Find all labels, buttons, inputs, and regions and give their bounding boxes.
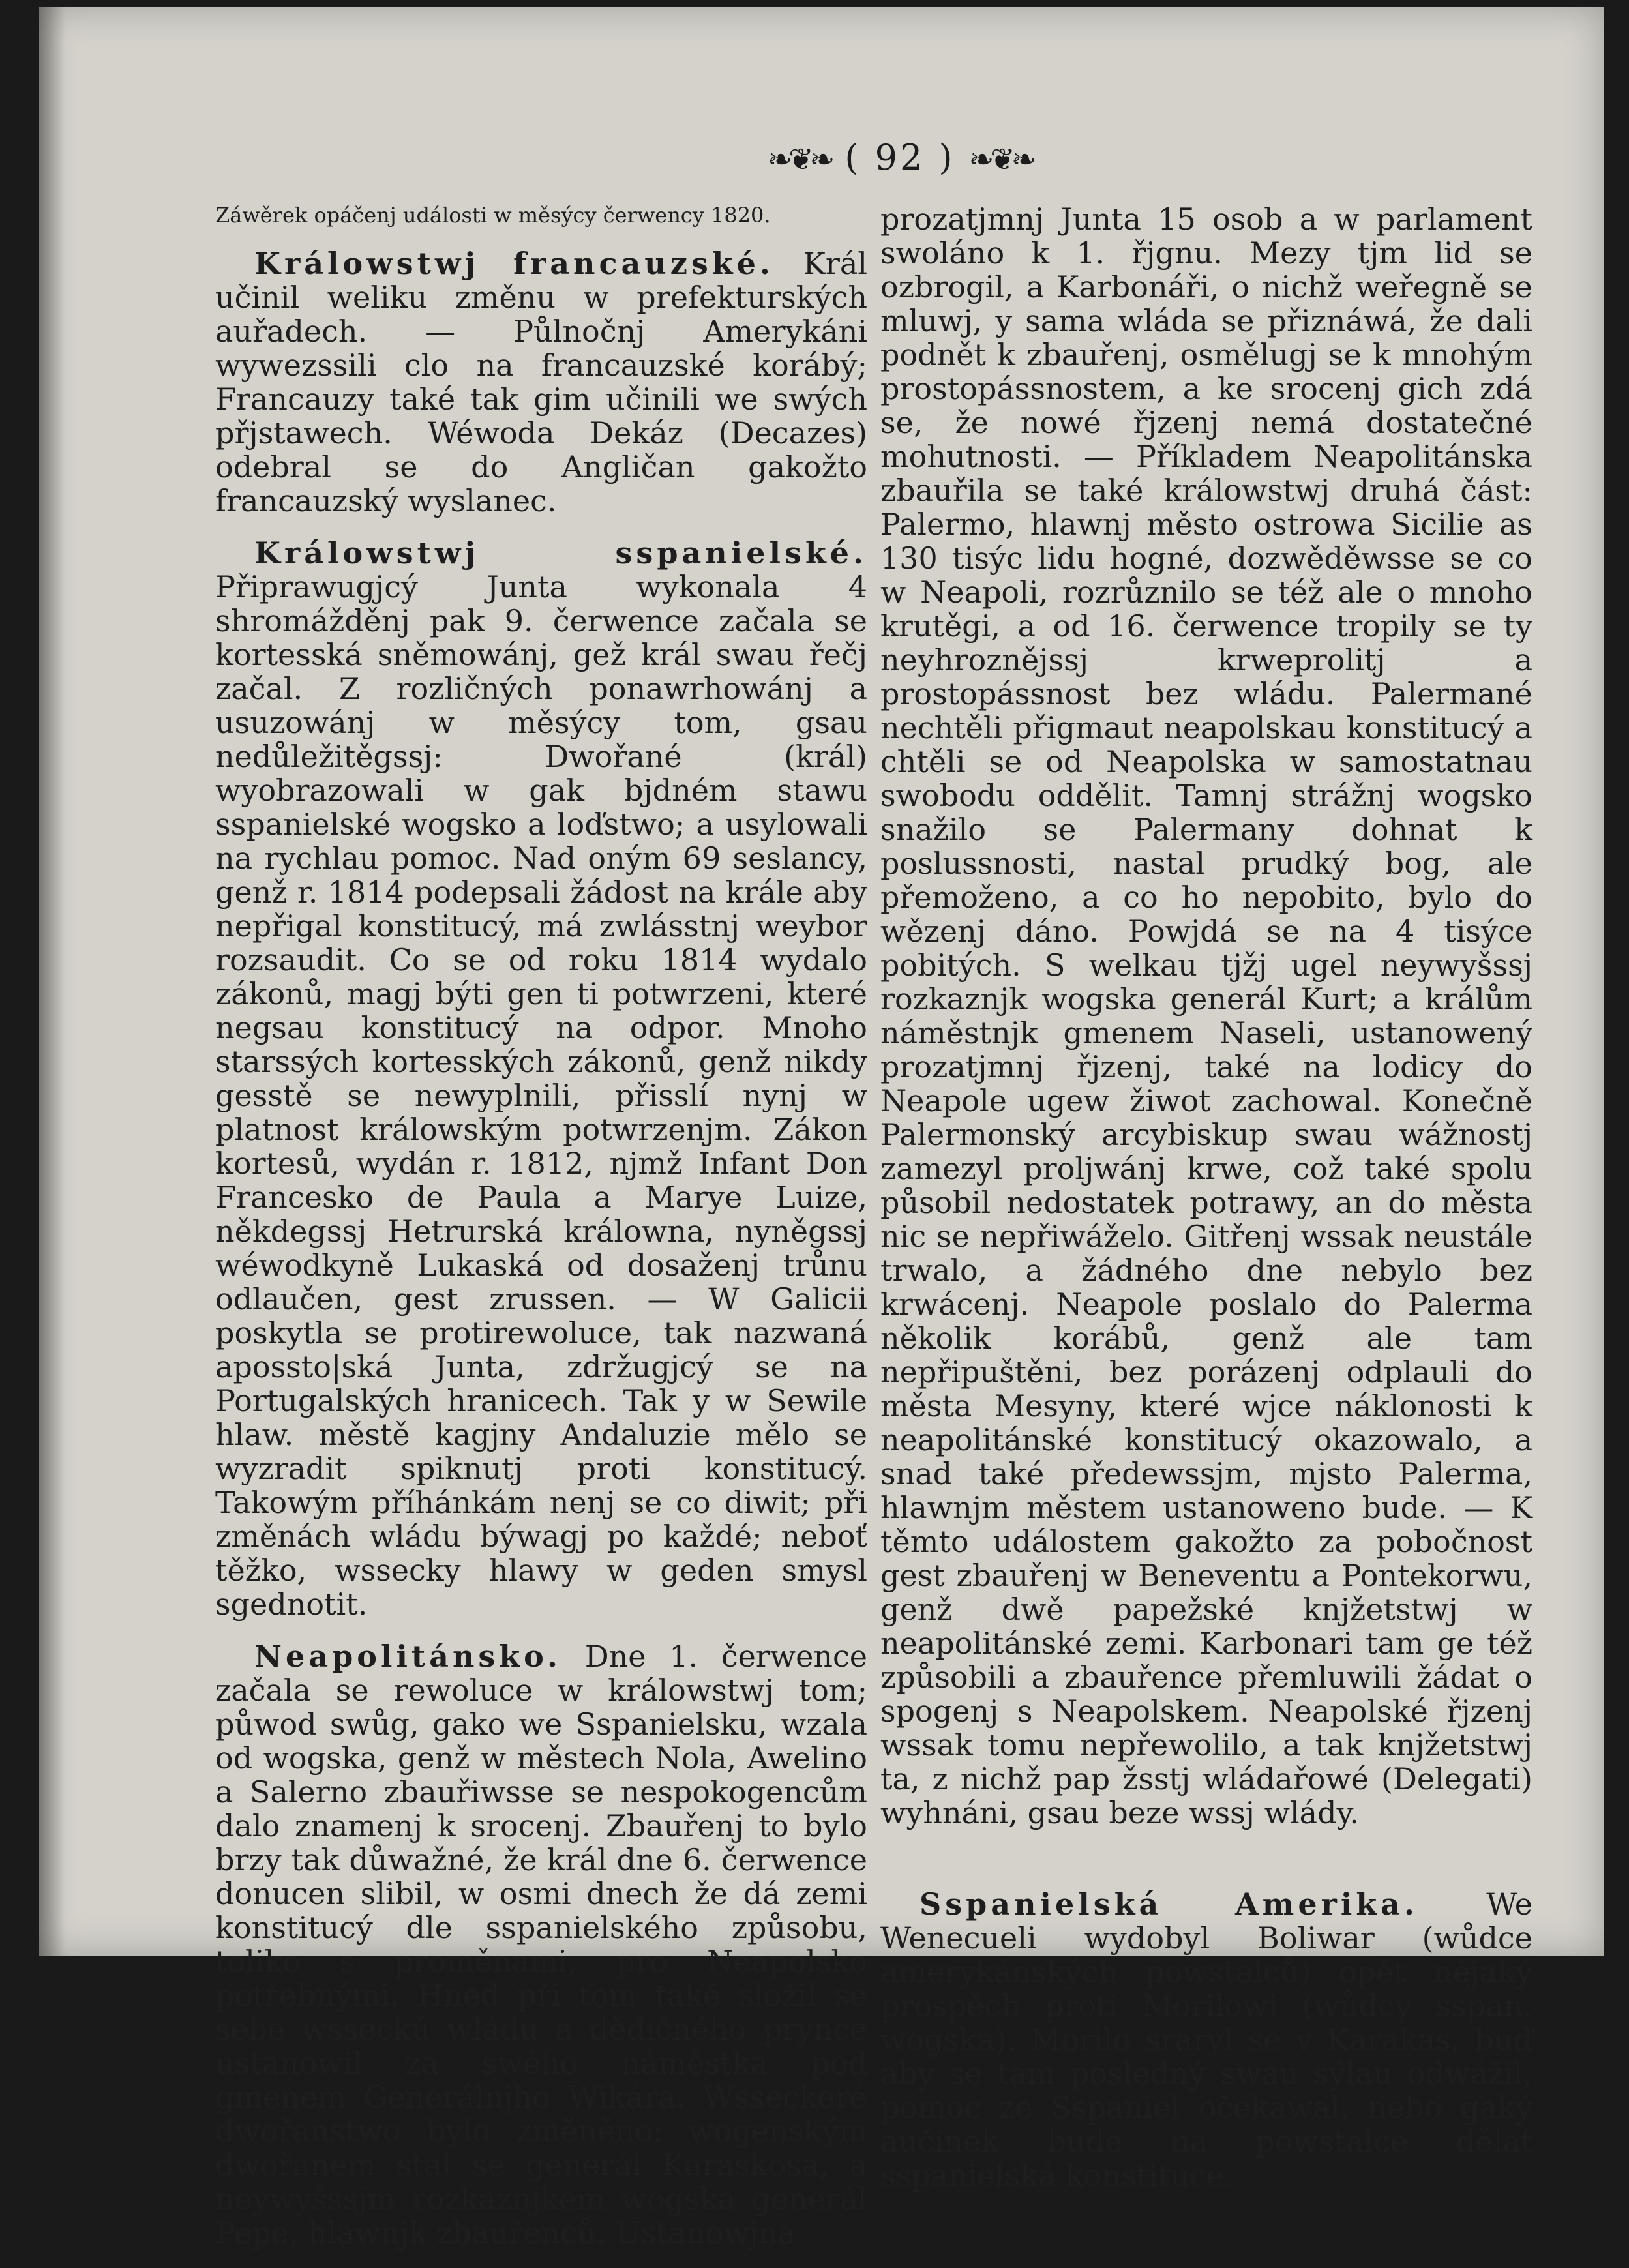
section-caption: Záwěrek opáčenj události w měsýcy čerwency 1820. bbox=[215, 203, 771, 228]
text-naples: Dne 1. čerwence začala se rewoluce w králowstwj tom; půwod swůg, gako we Sspanielsku, wzala od wogska, genž w městech Nola, Awelino a Salerno zbauřiwsse se nespokogencům dalo znamenj k srocenj. Zbauřenj to bylo brzy tak důwažné, že král dne 6. čerwence donucen slibil, w osmi dnech že dá zemi konstitucý dle sspanielského způsobu, toliko s proměnami, pro Neapolsko potřebnými. Hned při tom také složil se sebe wsseckú wládu a dědičného prynce ustanowil za swého náměstka pod gmenem Generálnjho Wikára. Wsseckeré dwořanstwo bylo změněno: wogenským dwořanem stal se generál Karaskosa, a neywyšssjm rozkaznjkem wogska generál Pepe, hlawnjk zbauřenců. Ustanowjna bbox=[215, 1639, 867, 2250]
page-header bbox=[717, 137, 1083, 189]
paragraph-naples bbox=[215, 1639, 867, 2250]
text-naples-cont: prozatjmnj Junta 15 osob a w parlament swoláno k 1. řjgnu. Mezy tjm lid se ozbrogil, a Karbonáři, o nichž weřegně se mluwj, y sama wláda se přiznáwá, že dali podnět k zbauřenj, osmělugj se k mnohým prostopássnostem, a ke srocenj gich zdá se, že nowé řjzenj nemá dostatečné mohutnosti. — Příkladem Neapolitánska zbauřila se také králowstwj druhá část: Palermo, hlawnj město ostrowa Sicilie as 130 tisýc lidu hogné, dozwěděwsse se co w Neapoli, rozrůznilo se též ale o mnoho krutěgi, a od 16. čerwence tropily se ty neyhroznějssj krweprolitj a prostopássnost bez wládu. Palermané nechtěli přigmaut neapolskau konstitucý a chtěli se od Neapolska w samostatnau swobodu oddělit. Tamnj strážnj wogsko snažilo se Palermany dohnat k poslussnosti, nastal prudký bog, ale přemoženo, a co ho nepobito, bylo do wězenj dáno. Powjdá se na 4 tisýce pobitých. S welkau tjžj ugel neywyšssj rozkaznjk wogska generál Kurt; a králům náměstnjk gmenem Naseli, ustanowený prozatjmnj řjzenj, také na lodicy do Neapole ugew žiwot zachowal. Konečně Palermonský arcybiskup swau wážnostj zamezyl proljwánj krwe, což také spolu působil nedostatek potrawy, an do města nic se nepřiwáželo. Gitřenj wssak neustále trwalo, a žádného dne nebylo bez krwácenj. Neapole poslalo do Palerma několik korábů, genž ale tam nepřipuštěni, bez porázenj odplauli do města Mesyny, které wjce náklonosti k neapolitánské konstitucý okazowalo, a snad také předewssjm, mjsto Palerma, hlawnjm městem ustanoweno bude. — K těmto událostem gakožto za pobočnost gest zbauřenj w Beneventu a Pontekorwu, genž dwě papežské knjžetstwj w neapolitánské zemi. Karbonari tam ge též způsobili a zbauřence přemluwili žádat o spogenj s Neapolskem. Neapolské řjzenj wssak tomu nepřewolilo, a tak knjžetstwj ta, z nichž pap žsstj wládařowé (Delegati) wyhnáni, gsau beze wssj wlády. bbox=[880, 201, 1532, 1830]
page-edge-shadow bbox=[39, 7, 65, 1956]
scanned-page bbox=[39, 7, 1604, 2250]
text-spanish-america: We Wenecueli wydobyl Boliwar (wůdce amerykánských powstalců) opět nějaký prospěch proti Morilowi (wůdcy sspan. wogska). Morilo sraryl se v Karakas, buď aby se tam posledný swau sýlau odwážil, pomoc ze Sspaniel očekáwal, nebo gaký aučinek bude na powstalce dělat sspanielská konstituce. bbox=[880, 1887, 1532, 2193]
paragraph-spain bbox=[215, 536, 867, 1621]
right-column bbox=[880, 202, 1532, 2211]
heading-spain: Králowstwj sspanielské. bbox=[254, 535, 867, 571]
left-column bbox=[215, 202, 867, 2268]
text-spain: Připrawugjcý Junta wykonala 4 shromážděnj pak 9. čerwence začala se kortesská sněmowánj, gež král swau řečj začal. Z rozličných ponawrhowánj a usuzowánj w měsýcy tom, gsau nedůležitěgssj: Dwořané (král) wyobrazowali w gak bjdném stawu sspanielské wogsko a loďstwo; a usylowali na rychlau pomoc. Nad oným 69 seslancy, genž r. 1814 podepsali žádost na krále aby nepřigal konstitucý, má zwlásstnj weybor rozsaudit. Co se od roku 1814 wydalo zákonů, magj býti gen ti potwrzeni, které negsau konstitucý na odpor. Mnoho starssých kortesských zákonů, genž nikdy gesstě se newyplnili, přisslí nynj w platnost králowským potwrzenjm. Zákon kortesů, wydán r. 1812, njmž Infant Don Francesko de Paula a Marye Luize, někdegssj Hetrurská králowna, nyněgssj wéwodkyně Lukaská od dosaženj trůnu odlaučen, gest zrussen. — W Galicii poskytla se protirewoluce, tak nazwaná apossto|ská Junta, zdržugjcý se na Portugalských hranicech. Tak y w Sewile hlaw. městě kagjny Andaluzie mělo se wyzradit spiknutj proti konstitucý. Takowým příhánkám nenj se co diwit; při změnách wládu býwagj po každé; neboť těžko, wssecky hlawy w geden smysl sgednotit. bbox=[215, 569, 867, 1622]
paragraph-naples-cont bbox=[880, 202, 1532, 1830]
ornament-right: ❧❦❧ bbox=[968, 142, 1033, 177]
text-france: Král učinil weliku změnu w prefekturských auřadech. — Půlnočnj Amerykáni wywezssili clo na francauzské korábý; Francauzy také tak gim učinili we swých přjstawech. Wéwoda Dekáz (Decazes) odebral se do Angličan gakožto francauzský wyslanec. bbox=[215, 246, 867, 518]
page-number: ( 92 ) bbox=[844, 137, 955, 178]
section-gap bbox=[880, 1848, 1532, 1887]
ornament-left: ❧❦❧ bbox=[767, 142, 831, 177]
heading-naples: Neapolitánsko. bbox=[254, 1639, 562, 1674]
heading-spanish-america: Sspanielská Amerika. bbox=[919, 1887, 1418, 1922]
paragraph-spanish-america bbox=[880, 1887, 1532, 2192]
paragraph-france bbox=[215, 246, 867, 518]
heading-france: Králowstwj francauzské. bbox=[254, 246, 774, 281]
